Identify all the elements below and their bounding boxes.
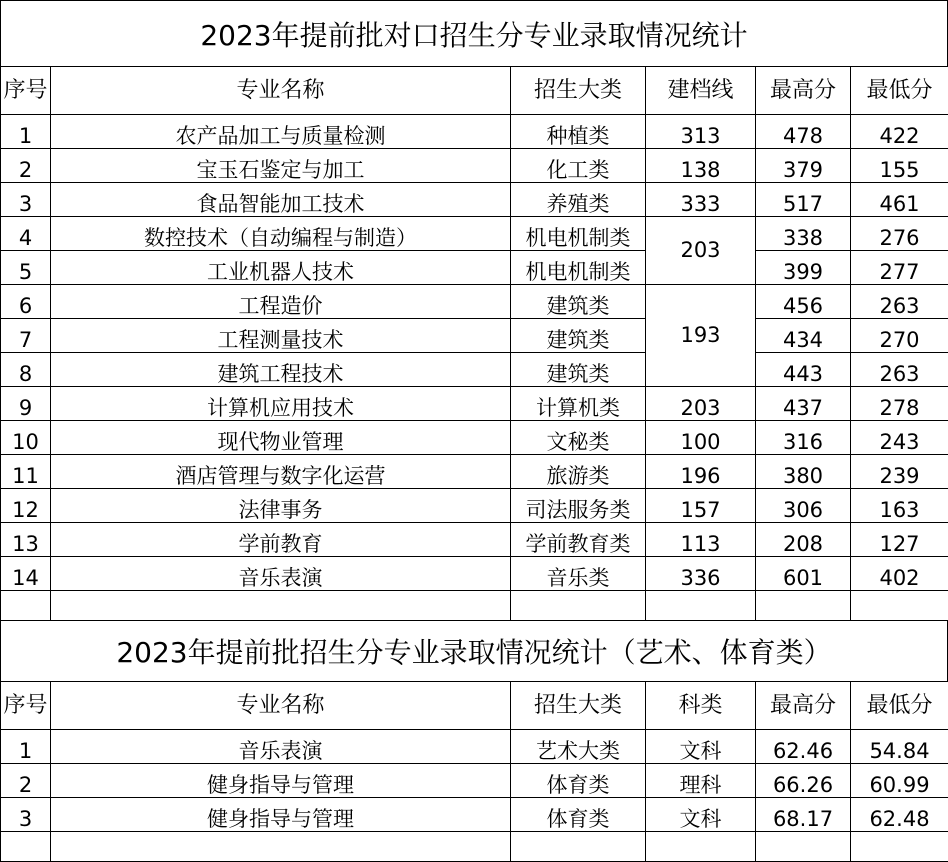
empty-cell — [51, 591, 511, 621]
empty-cell — [511, 591, 646, 621]
cell-major: 建筑工程技术 — [51, 353, 511, 387]
cell-min-score: 422 — [851, 115, 948, 149]
cell-category: 建筑类 — [511, 285, 646, 319]
cell-category: 养殖类 — [511, 183, 646, 217]
cell-max-score: 399 — [756, 251, 851, 285]
cell-category: 机电机制类 — [511, 251, 646, 285]
cell-baseline: 333 — [646, 183, 756, 217]
cell-subject: 理科 — [646, 764, 756, 798]
header-cell: 最低分 — [851, 682, 948, 730]
cell-index: 1 — [1, 730, 51, 764]
cell-max-score: 379 — [756, 149, 851, 183]
cell-min-score: 239 — [851, 455, 948, 489]
empty-cell — [646, 591, 756, 621]
table-row — [1, 285, 948, 319]
table-row — [1, 149, 948, 183]
cell-category: 化工类 — [511, 149, 646, 183]
cell-index: 10 — [1, 421, 51, 455]
cell-index: 2 — [1, 149, 51, 183]
header-cell: 建档线 — [646, 67, 756, 115]
cell-major: 音乐表演 — [51, 730, 511, 764]
cell-baseline: 113 — [646, 523, 756, 557]
cell-max-score: 208 — [756, 523, 851, 557]
table-row — [1, 421, 948, 455]
table1-title: 2023年提前批对口招生分专业录取情况统计 — [0, 0, 948, 66]
table2-header-row — [1, 682, 948, 730]
cell-min-score: 277 — [851, 251, 948, 285]
cell-category: 文秘类 — [511, 421, 646, 455]
cell-index: 9 — [1, 387, 51, 421]
cell-min-score: 163 — [851, 489, 948, 523]
cell-min-score: 402 — [851, 557, 948, 591]
cell-index: 1 — [1, 115, 51, 149]
header-cell: 最低分 — [851, 67, 948, 115]
header-cell: 序号 — [1, 682, 51, 730]
cell-baseline: 336 — [646, 557, 756, 591]
header-cell: 招生大类 — [511, 682, 646, 730]
cell-max-score: 68.17 — [756, 798, 851, 832]
cell-category: 音乐类 — [511, 557, 646, 591]
cell-baseline-merged: 193 — [646, 285, 756, 387]
table2-title: 2023年提前批招生分专业录取情况统计（艺术、体育类） — [0, 621, 948, 681]
table-row — [1, 183, 948, 217]
cell-baseline-merged: 203 — [646, 217, 756, 285]
cell-category: 旅游类 — [511, 455, 646, 489]
cell-index: 5 — [1, 251, 51, 285]
cell-major: 工业机器人技术 — [51, 251, 511, 285]
table1 — [0, 66, 948, 621]
cell-index: 6 — [1, 285, 51, 319]
cell-major: 健身指导与管理 — [51, 764, 511, 798]
cell-major: 健身指导与管理 — [51, 798, 511, 832]
cell-major: 农产品加工与质量检测 — [51, 115, 511, 149]
cell-min-score: 263 — [851, 353, 948, 387]
cell-min-score: 60.99 — [851, 764, 948, 798]
table2 — [0, 681, 948, 862]
empty-cell — [851, 591, 948, 621]
cell-min-score: 155 — [851, 149, 948, 183]
cell-max-score: 478 — [756, 115, 851, 149]
cell-min-score: 270 — [851, 319, 948, 353]
cell-major: 宝玉石鉴定与加工 — [51, 149, 511, 183]
cell-max-score: 601 — [756, 557, 851, 591]
cell-baseline: 138 — [646, 149, 756, 183]
empty-cell — [1, 832, 51, 862]
cell-category: 体育类 — [511, 764, 646, 798]
cell-category: 计算机类 — [511, 387, 646, 421]
cell-max-score: 338 — [756, 217, 851, 251]
cell-min-score: 278 — [851, 387, 948, 421]
table-row — [1, 217, 948, 251]
cell-index: 3 — [1, 183, 51, 217]
cell-baseline: 100 — [646, 421, 756, 455]
empty-cell — [51, 832, 511, 862]
header-cell: 招生大类 — [511, 67, 646, 115]
cell-major: 学前教育 — [51, 523, 511, 557]
table-row — [1, 319, 948, 353]
cell-major: 工程造价 — [51, 285, 511, 319]
empty-cell — [646, 832, 756, 862]
table-row — [1, 115, 948, 149]
cell-index: 8 — [1, 353, 51, 387]
table-row — [1, 387, 948, 421]
header-cell: 专业名称 — [51, 67, 511, 115]
empty-cell — [1, 591, 51, 621]
cell-category: 司法服务类 — [511, 489, 646, 523]
cell-baseline: 203 — [646, 387, 756, 421]
cell-max-score: 62.46 — [756, 730, 851, 764]
cell-major: 法律事务 — [51, 489, 511, 523]
cell-category: 种植类 — [511, 115, 646, 149]
table-row — [1, 730, 948, 764]
table-row — [1, 455, 948, 489]
cell-baseline: 196 — [646, 455, 756, 489]
cell-min-score: 276 — [851, 217, 948, 251]
cell-major: 计算机应用技术 — [51, 387, 511, 421]
cell-major: 工程测量技术 — [51, 319, 511, 353]
cell-major: 音乐表演 — [51, 557, 511, 591]
cell-index: 4 — [1, 217, 51, 251]
header-cell: 最高分 — [756, 682, 851, 730]
table-row — [1, 353, 948, 387]
cell-baseline: 313 — [646, 115, 756, 149]
cell-index: 13 — [1, 523, 51, 557]
empty-cell — [851, 832, 948, 862]
empty-cell — [756, 832, 851, 862]
header-cell: 科类 — [646, 682, 756, 730]
cell-major: 食品智能加工技术 — [51, 183, 511, 217]
cell-subject: 文科 — [646, 798, 756, 832]
table-row — [1, 489, 948, 523]
cell-index: 3 — [1, 798, 51, 832]
cell-category: 学前教育类 — [511, 523, 646, 557]
cell-max-score: 437 — [756, 387, 851, 421]
blank-row — [1, 832, 948, 862]
cell-min-score: 461 — [851, 183, 948, 217]
table-row — [1, 764, 948, 798]
cell-index: 14 — [1, 557, 51, 591]
cell-subject: 文科 — [646, 730, 756, 764]
table-row — [1, 523, 948, 557]
cell-max-score: 443 — [756, 353, 851, 387]
cell-baseline: 157 — [646, 489, 756, 523]
empty-cell — [756, 591, 851, 621]
cell-max-score: 456 — [756, 285, 851, 319]
cell-category: 建筑类 — [511, 353, 646, 387]
cell-index: 2 — [1, 764, 51, 798]
cell-max-score: 517 — [756, 183, 851, 217]
cell-max-score: 66.26 — [756, 764, 851, 798]
cell-max-score: 316 — [756, 421, 851, 455]
cell-major: 现代物业管理 — [51, 421, 511, 455]
cell-index: 11 — [1, 455, 51, 489]
header-cell: 序号 — [1, 67, 51, 115]
cell-category: 建筑类 — [511, 319, 646, 353]
cell-category: 机电机制类 — [511, 217, 646, 251]
cell-min-score: 263 — [851, 285, 948, 319]
table-row — [1, 798, 948, 832]
cell-max-score: 434 — [756, 319, 851, 353]
cell-major: 酒店管理与数字化运营 — [51, 455, 511, 489]
table-row — [1, 251, 948, 285]
table-row — [1, 557, 948, 591]
header-cell: 最高分 — [756, 67, 851, 115]
cell-index: 12 — [1, 489, 51, 523]
cell-min-score: 54.84 — [851, 730, 948, 764]
cell-max-score: 380 — [756, 455, 851, 489]
cell-category: 体育类 — [511, 798, 646, 832]
cell-min-score: 62.48 — [851, 798, 948, 832]
cell-min-score: 127 — [851, 523, 948, 557]
cell-index: 7 — [1, 319, 51, 353]
empty-cell — [511, 832, 646, 862]
cell-major: 数控技术（自动编程与制造） — [51, 217, 511, 251]
cell-category: 艺术大类 — [511, 730, 646, 764]
blank-row — [1, 591, 948, 621]
header-cell: 专业名称 — [51, 682, 511, 730]
table1-header-row — [1, 67, 948, 115]
cell-min-score: 243 — [851, 421, 948, 455]
cell-max-score: 306 — [756, 489, 851, 523]
